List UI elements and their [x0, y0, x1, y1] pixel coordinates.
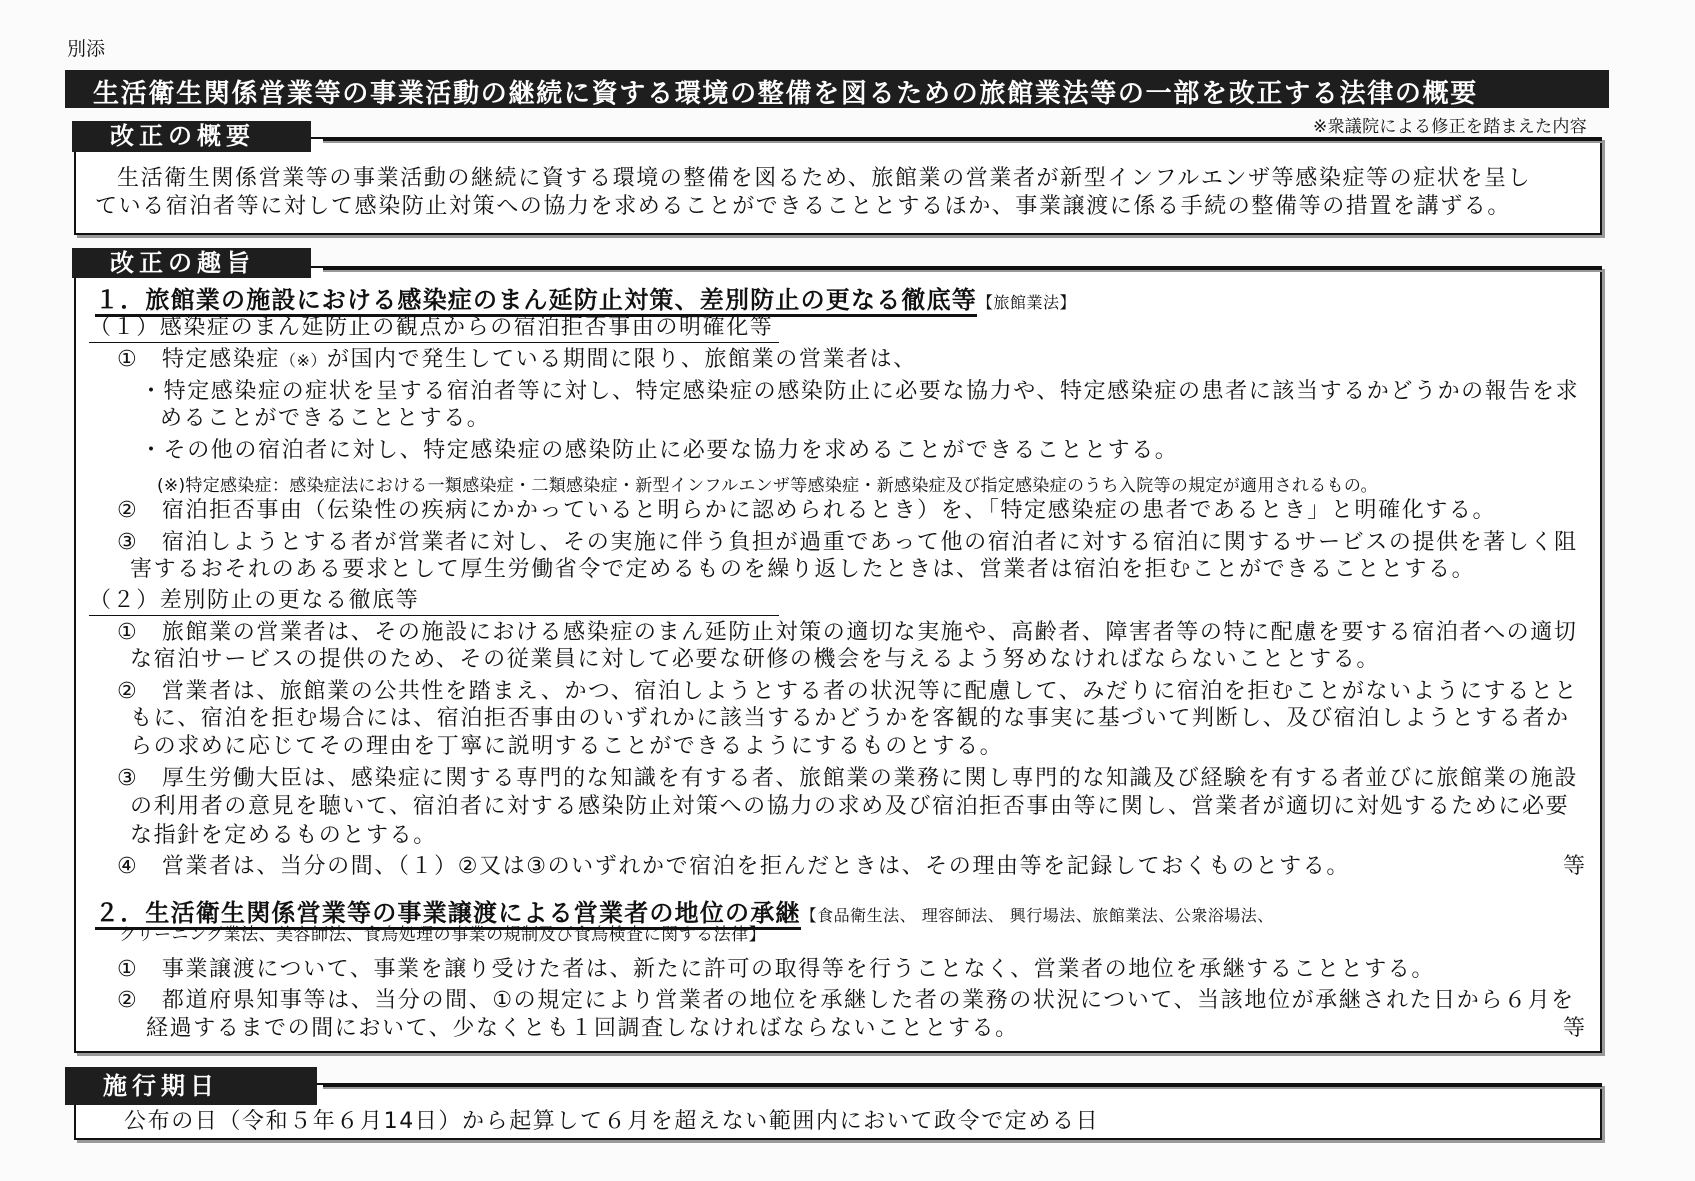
subsection-2-heading: （２）差別防止の更なる徹底等 — [89, 587, 779, 616]
etc-mark: 等 — [1563, 1016, 1587, 1041]
footnote: (※)特定感染症：感染症法における一類感染症・二類感染症・新型インフルエンザ等感染症・新感染症及び指定感染症のうち入院等の規定が適用されるもの。 — [157, 476, 1378, 496]
purpose-label: 改正の趣旨 — [72, 248, 311, 278]
list-item: 経過するまでの間において、少なくとも１回調査しなければならないこととする。 — [146, 1016, 1019, 1041]
section-2-title: ２．生活衛生関係営業等の事業譲渡による営業者の地位の承継 — [95, 899, 801, 930]
overview-line: ている宿泊者等に対して感染防止対策への協力を求めることができることとするほか、事業譲渡に係る手続の整備等の措置を講ずる。 — [95, 194, 1512, 219]
etc-mark: 等 — [1563, 854, 1587, 879]
overview-line: 生活衛生関係営業等の事業活動の継続に資する環境の整備を図るため、旅館業の営業者が新型インフルエンザ等感染症等の症状を呈し — [117, 166, 1532, 191]
list-item: ・その他の宿泊者に対し、特定感染症の感染防止に必要な協力を求めることができることとする。 — [140, 438, 1179, 463]
list-item: ③ 宿泊しようとする者が営業者に対し、その実施に伴う負担が過重であって他の宿泊者に対する宿泊に関するサービスの提供を著しく阻 — [117, 530, 1578, 555]
section-1-title: １．旅館業の施設における感染症のまん延防止対策、差別防止の更なる徹底等 — [95, 286, 977, 317]
overview-note: ※衆議院による修正を踏まえた内容 — [1312, 117, 1587, 137]
list-item: もに、宿泊を拒む場合には、宿泊拒否事由のいずれかに該当するかどうかを客観的な事実に基づいて判断し、及び宿泊しようとする者か — [130, 706, 1570, 731]
list-item: らの求めに応じてその理由を丁寧に説明することができるようにするものとする。 — [130, 734, 1004, 759]
section-1-law: 【旅館業法】 — [977, 293, 1077, 312]
list-item: の利用者の意見を聴いて、宿泊者に対する感染防止対策への協力の求め及び宿泊拒否事由等に関し、営業者が適切に対処するために必要 — [130, 794, 1570, 819]
attachment-label: 別添 — [67, 38, 106, 60]
document-title-bar — [65, 70, 1609, 108]
list-item: ・特定感染症の症状を呈する宿泊者等に対し、特定感染症の感染防止に必要な協力や、特定感染症の患者に該当するかどうかの報告を求 — [140, 379, 1580, 404]
section-2-laws-cont: クリーニング業法、美容師法、食鳥処理の事業の規制及び食鳥検査に関する法律】 — [119, 925, 767, 945]
list-item: めることができることとする。 — [160, 406, 491, 431]
overview-label: 改正の概要 — [72, 121, 311, 152]
list-item: ① 旅館業の営業者は、その施設における感染症のまん延防止対策の適切な実施や、高齢者、障害者等の特に配慮を要する宿泊者への適切 — [117, 620, 1578, 645]
overview-rule — [323, 137, 1602, 141]
list-item: ② 都道府県知事等は、当分の間、①の規定により営業者の地位を承継した者の業務の状況について、当該地位が承継された日から６月を — [117, 988, 1575, 1013]
list-item: ② 営業者は、旅館業の公共性を踏まえ、かつ、宿泊しようとする者の状況等に配慮して、みだりに宿泊を拒むことがないようにするとと — [117, 679, 1578, 704]
list-item: ① 特定感染症（※）が国内で発生している期間に限り、旅館業の営業者は、 — [117, 347, 917, 372]
section-2-laws: 【食品衛生法、 理容師法、 興行場法、旅館業法、公衆浴場法、 — [800, 906, 1274, 925]
effective-date-text: 公布の日（令和５年６月14日）から起算して６月を超えない範囲内において政令で定める日 — [124, 1109, 1100, 1134]
purpose-rule — [323, 266, 1602, 270]
list-item: ① 事業譲渡について、事業を譲り受けた者は、新たに許可の取得等を行うことなく、営業者の地位を承継することとする。 — [117, 957, 1436, 982]
list-item: ③ 厚生労働大臣は、感染症に関する専門的な知識を有する者、旅館業の業務に関し専門的な知識及び経験を有する者並びに旅館業の施設 — [117, 766, 1578, 791]
effective-rule — [323, 1083, 1602, 1087]
section-1-heading — [95, 280, 1076, 315]
subsection-1-heading: （１）感染症のまん延防止の観点からの宿泊拒否事由の明確化等 — [89, 314, 779, 343]
list-item: 害するおそれのある要求として厚生労働省令で定めるものを繰り返したときは、営業者は宿泊を拒むことができることとする。 — [130, 557, 1476, 582]
document-title: 生活衛生関係営業等の事業活動の継続に資する環境の整備を図るための旅館業法等の一部を改正する法律の概要 — [93, 79, 1479, 109]
list-item: な指針を定めるものとする。 — [130, 823, 437, 848]
list-item: ② 宿泊拒否事由（伝染性の疾病にかかっていると明らかに認められるとき）を、「特定感染症の患者であるとき」と明確化する。 — [117, 498, 1497, 523]
effective-label: 施行期日 — [65, 1067, 317, 1105]
list-item: な宿泊サービスの提供のため、その従業員に対して必要な研修の機会を与えるよう努めなければならないこととする。 — [130, 647, 1380, 672]
list-item: ④ 営業者は、当分の間、（１）②又は③のいずれかで宿泊を拒んだときは、その理由等を記録しておくものとする。 — [117, 854, 1350, 879]
